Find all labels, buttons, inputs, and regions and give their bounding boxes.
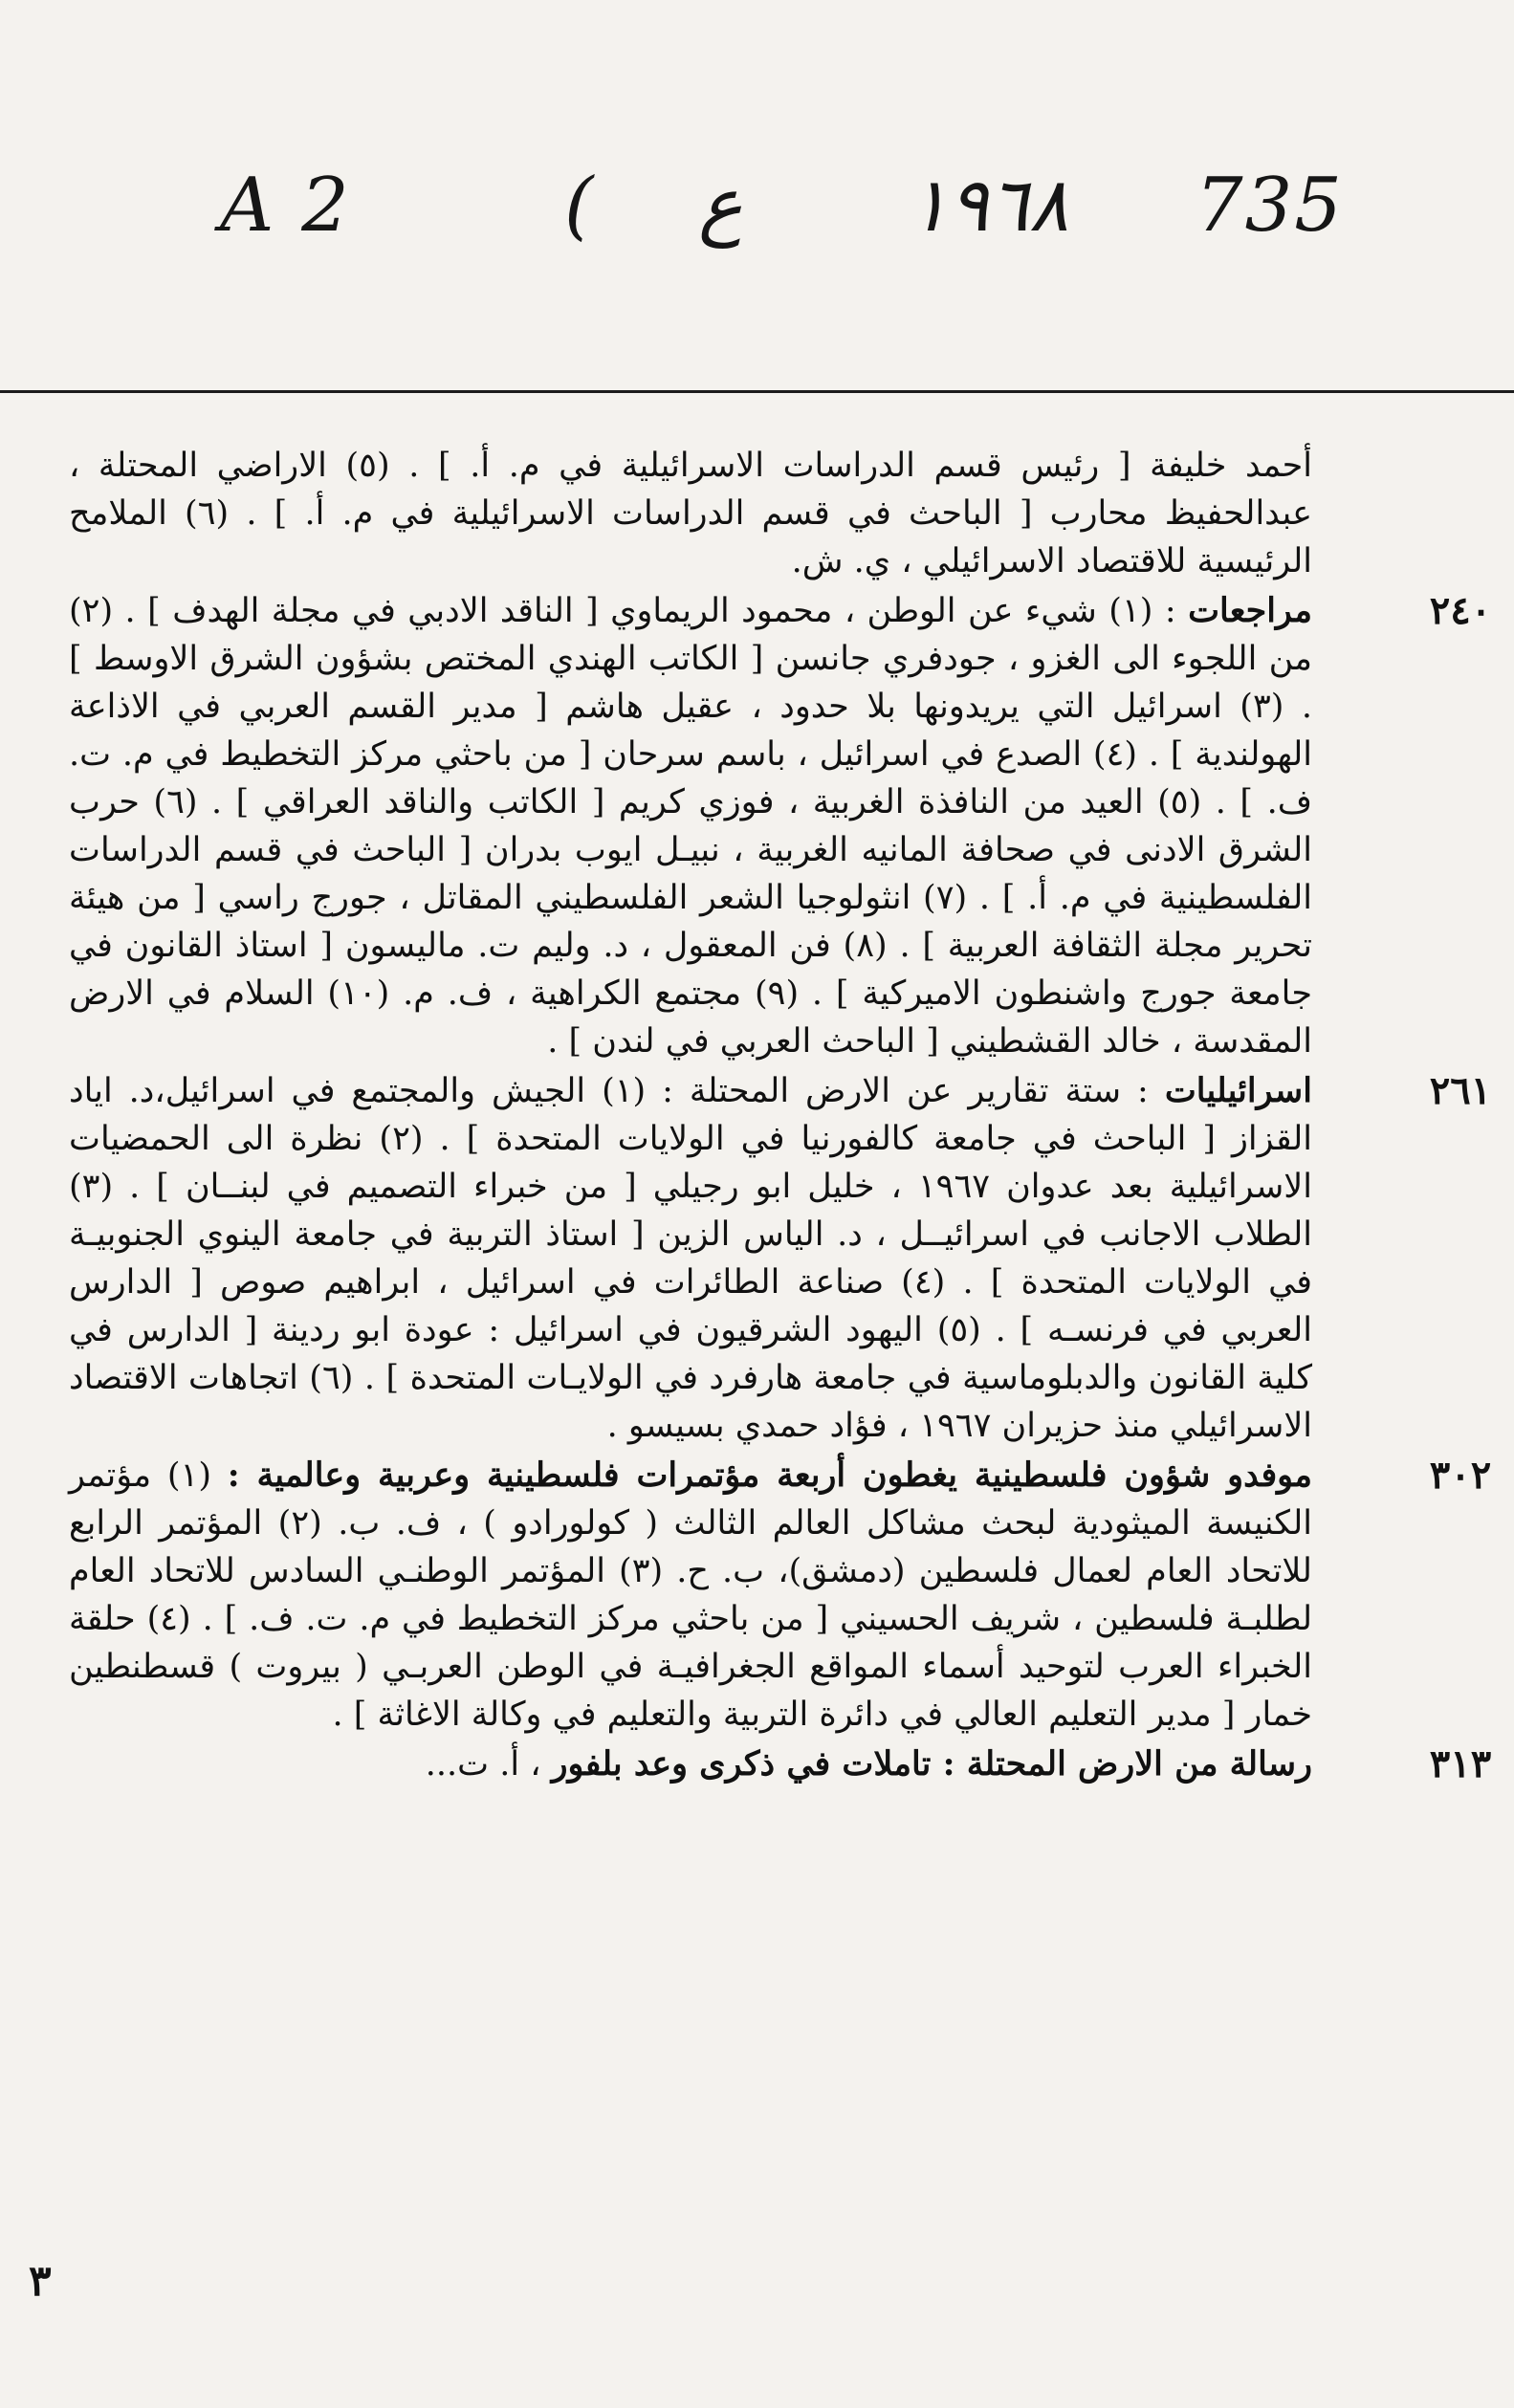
entry-text xyxy=(69,1740,1312,1788)
entry-313 xyxy=(69,1740,1492,1788)
page-ref-number: ٣٠٢ xyxy=(1429,1453,1492,1498)
page-ref-number: ٢٦١ xyxy=(1429,1068,1492,1113)
entry-302 xyxy=(69,1452,1492,1739)
entry-title: رسالة من الارض المحتلة : تاملات في ذكرى وعد بلفور xyxy=(551,1744,1312,1784)
entry-continued xyxy=(69,442,1312,585)
entry-text xyxy=(69,1452,1312,1739)
entry-body: : ستة تقارير عن الارض المحتلة : (١) الجيش والمجتمع في اسرائيل،د. اياد القزاز [ الباحث في جامعة كالفورنيا في الولايات المتحدة ] . (٢) نظرة الى الحمضيات الاسرائيلية بعد عدوان ١٩٦٧ ، خليل ابو رجيلي [ من خبراء التصميم في لبنــان ] . (٣) الطلاب الاجانب في اسرائيــل ، د. الياس الزين [ استاذ التربية في جامعة الينوي الجنوبيـة في الولايات المتحدة ] . (٤) صناعة الطائرات في اسرائيل ، ابراهيم صوص [ الدارس العربي في فرنسـه ] . (٥) اليهود الشرقيون في اسرائيل : عودة ابو ردينة [ الدارس في كلية القانون والدبلوماسية في جامعة هارفرد في الولايـات المتحدة ] . (٦) اتجاهات الاقتصاد الاسرائيلي منذ حزيران ١٩٦٧ ، فؤاد حمدي بسيسو . xyxy=(69,1072,1313,1445)
entry-title: موفدو شؤون فلسطينية يغطون أربعة مؤتمرات فلسطينية وعربية وعالمية : xyxy=(227,1456,1313,1495)
entry-240 xyxy=(69,587,1492,1065)
entry-title: اسرائيليات xyxy=(1164,1071,1312,1110)
page-ref-number: ٣١٣ xyxy=(1429,1741,1492,1786)
article-index xyxy=(69,442,1492,1790)
handwritten-number: 735 xyxy=(1196,163,1344,249)
entry-text xyxy=(69,442,1312,585)
handwritten-year: ١٩٦٨ xyxy=(909,163,1069,249)
page-ref-number: ٢٤٠ xyxy=(1429,588,1492,633)
handwritten-letter: ع xyxy=(698,163,743,249)
entry-body: : (١) شيء عن الوطن ، محمود الريماوي [ الناقد الادبي في مجلة الهدف ] . (٢) من اللجوء الى الغزو ، جودفري جانسن [ الكاتب الهندي المختص بشؤون الشرق الاوسط ] . (٣) اسرائيل التي يريدونها بلا حدود ، عقيل هاشم [ مدير القسم العربي في الاذاعة الهولندية ] . (٤) الصدع في اسرائيل ، باسم سرحان [ من باحثي مركز التخطيط في م. ت. ف. ] . (٥) العيد من النافذة الغربية ، فوزي كريم [ الكاتب والناقد العراقي ] . (٦) حرب الشرق الادنى في صحافة المانيه الغربية ، نبيـل ايوب بدران [ الباحث في قسم الدراسات الفلسطينية في م. أ. ] . (٧) انثولوجيا الشعر الفلسطيني المقاتل ، جورج راسي [ من هيئة تحرير مجلة الثقافة العربية ] . (٨) فن المعقول ، د. وليم ت. ماليسون [ استاذ القانون في جامعة جورج واشنطون الاميركية ] . (٩) مجتمع الكراهية ، ف. م. (١٠) السلام في الارض المقدسة ، خالد القشطيني [ الباحث العربي في لندن ] . xyxy=(69,592,1313,1061)
page-number: ٣ xyxy=(29,2257,52,2306)
entry-body: ، أ. ت... xyxy=(425,1745,552,1784)
handwritten-mark: ( xyxy=(564,163,596,249)
entry-text xyxy=(69,1067,1312,1450)
entry-261 xyxy=(69,1067,1492,1450)
horizontal-rule xyxy=(0,390,1514,393)
entry-body: أحمد خليفة [ رئيس قسم الدراسات الاسرائيلية في م. أ. ] . (٥) الاراضي المحتلة ، عبدالحفيظ محارب [ الباحث في قسم الدراسات الاسرائيلية في م. أ. ] . (٦) الملامح الرئيسية للاقتصاد الاسرائيلي ، ي. ش. xyxy=(69,447,1312,580)
entry-title: مراجعات xyxy=(1188,591,1312,630)
handwritten-annotation xyxy=(220,163,1368,287)
entry-body: (١) مؤتمر الكنيسة الميثودية لبحث مشاكل العالم الثالث ( كولورادو ) ، ف. ب. (٢) المؤتمر الرابع للاتحاد العام لعمال فلسطين (دمشق)، ب. ح. (٣) المؤتمر الوطنـي السادس للاتحاد العام لطلبـة فلسطين ، شريف الحسيني [ من باحثي مركز التخطيط في م. ت. ف. ] . (٤) حلقة الخبراء العرب لتوحيد أسماء المواقع الجغرافيـة في الوطن العربـي ( بيروت ) قسطنطين خمار [ مدير التعليم العالي في دائرة التربية والتعليم في وكالة الاغاثة ] . xyxy=(69,1456,1312,1734)
entry-text xyxy=(69,587,1312,1065)
handwritten-code: A 2 xyxy=(220,163,351,249)
